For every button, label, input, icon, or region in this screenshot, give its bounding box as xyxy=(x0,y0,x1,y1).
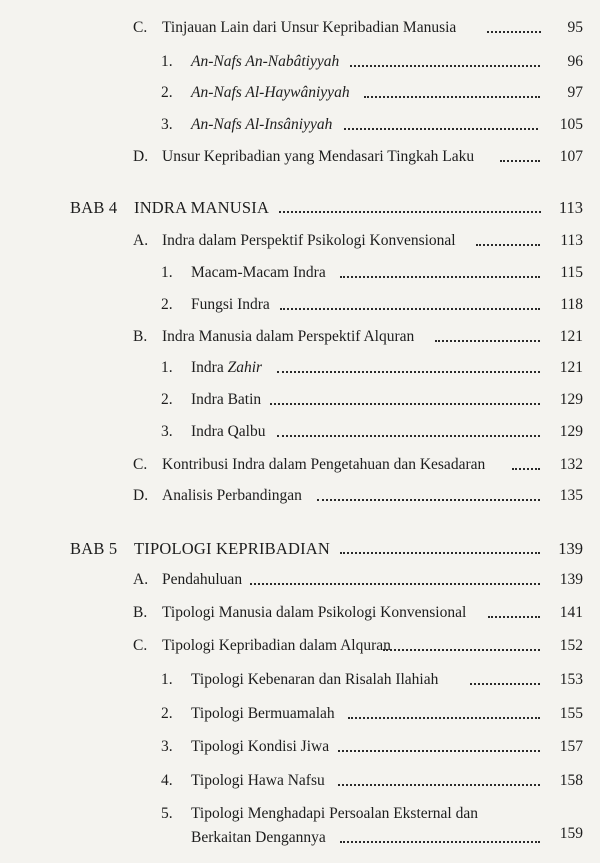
dot-leader xyxy=(277,435,540,437)
toc-entry-b-indra[interactable] xyxy=(0,325,600,349)
dot-leader xyxy=(338,784,540,786)
entry-number: 4. xyxy=(161,772,173,789)
dot-leader xyxy=(279,211,541,213)
entry-title: Tipologi Bermuamalah xyxy=(191,705,335,722)
entry-title: Tinjauan Lain dari Unsur Kepribadian Manusia xyxy=(162,19,457,36)
chapter-page: 113 xyxy=(558,198,583,217)
entry-page: 157 xyxy=(559,738,583,755)
entry-page: 135 xyxy=(559,487,583,504)
dot-leader xyxy=(340,841,540,843)
entry-title: Tipologi Kepribadian dalam Alquran xyxy=(162,637,391,654)
entry-page: 129 xyxy=(559,423,583,440)
toc-chapter-bab4[interactable] xyxy=(0,196,600,220)
entry-number: 2. xyxy=(161,84,173,101)
entry-page: 155 xyxy=(559,705,583,722)
entry-page: 95 xyxy=(567,19,583,36)
entry-title: An-Nafs An-Nabâtiyyah xyxy=(191,53,340,70)
toc-entry-a1[interactable] xyxy=(0,261,600,285)
entry-title: Kontribusi Indra dalam Pengetahuan dan Kesadaran xyxy=(162,456,486,473)
toc-entry-c-tinjauan[interactable] xyxy=(0,16,600,40)
entry-title: Tipologi Hawa Nafsu xyxy=(191,772,325,789)
toc-entry-t4[interactable] xyxy=(0,769,600,793)
dot-leader xyxy=(470,683,540,685)
entry-number: 2. xyxy=(161,391,173,408)
entry-title-prefix: Indra xyxy=(191,359,228,376)
entry-page: 118 xyxy=(560,296,583,313)
toc-entry-b1[interactable] xyxy=(0,356,600,380)
entry-title: Analisis Perbandingan xyxy=(162,487,302,504)
entry-number: 1. xyxy=(161,53,173,70)
entry-page: 152 xyxy=(559,637,583,654)
toc-entry-d-unsur[interactable] xyxy=(0,145,600,169)
entry-number: 2. xyxy=(161,705,173,722)
entry-page: 139 xyxy=(559,571,583,588)
entry-title: Indra dalam Perspektif Psikologi Konvensional xyxy=(162,232,456,249)
dot-leader xyxy=(280,308,540,310)
toc-entry-c-tipologi[interactable] xyxy=(0,634,600,658)
entry-number: A. xyxy=(133,232,149,249)
toc-entry-d-analisis[interactable] xyxy=(0,484,600,508)
entry-number: C. xyxy=(133,637,148,654)
dot-leader xyxy=(277,371,540,373)
dot-leader xyxy=(476,244,540,246)
entry-title: Tipologi Manusia dalam Psikologi Konvensional xyxy=(162,604,467,621)
entry-page: 96 xyxy=(567,53,583,70)
entry-title: Unsur Kepribadian yang Mendasari Tingkah Laku xyxy=(162,148,475,165)
toc-entry-t3[interactable] xyxy=(0,735,600,759)
entry-page: 141 xyxy=(559,604,583,621)
dot-leader xyxy=(500,160,540,162)
entry-number: 3. xyxy=(161,738,173,755)
toc-entry-b2[interactable] xyxy=(0,388,600,412)
entry-title: Macam-Macam Indra xyxy=(191,264,326,281)
dot-leader xyxy=(487,31,541,33)
dot-leader xyxy=(344,128,538,130)
entry-title: Indra Qalbu xyxy=(191,423,266,440)
entry-title-line2: Berkaitan Dengannya xyxy=(191,829,326,846)
dot-leader xyxy=(348,717,540,719)
entry-number: C. xyxy=(133,19,148,36)
entry-number: 3. xyxy=(161,116,173,133)
entry-number: 1. xyxy=(161,671,173,688)
entry-title-line1: Tipologi Menghadapi Persoalan Eksternal dan xyxy=(191,805,478,822)
chapter-title: TIPOLOGI KEPRIBADIAN xyxy=(134,539,331,558)
entry-title-italic: Zahir xyxy=(227,359,263,376)
entry-number: D. xyxy=(133,148,149,165)
entry-page: 115 xyxy=(560,264,583,281)
entry-title: Indra Batin xyxy=(191,391,262,408)
entry-page: 107 xyxy=(559,148,583,165)
dot-leader xyxy=(364,96,540,98)
entry-page: 153 xyxy=(559,671,583,688)
toc-entry-c3[interactable] xyxy=(0,113,600,137)
chapter-title: INDRA MANUSIA xyxy=(134,198,270,217)
entry-title: An-Nafs Al-Insâniyyah xyxy=(191,116,333,133)
entry-number: 1. xyxy=(161,359,173,376)
entry-title: Tipologi Kondisi Jiwa xyxy=(191,738,330,755)
entry-page: 132 xyxy=(559,456,583,473)
entry-page: 113 xyxy=(560,232,583,249)
toc-entry-c1[interactable] xyxy=(0,50,600,74)
entry-page: 121 xyxy=(559,328,583,345)
toc-entry-a-indra[interactable] xyxy=(0,229,600,253)
toc-entry-c2[interactable] xyxy=(0,81,600,105)
dot-leader xyxy=(250,583,540,585)
entry-title: Fungsi Indra xyxy=(191,296,270,313)
entry-title: Indra Manusia dalam Perspektif Alquran xyxy=(162,328,415,345)
entry-number: C. xyxy=(133,456,148,473)
entry-number: A. xyxy=(133,571,149,588)
toc-entry-t1[interactable] xyxy=(0,668,600,692)
dot-leader xyxy=(350,65,540,67)
entry-number: 1. xyxy=(161,264,173,281)
entry-number: B. xyxy=(133,328,148,345)
chapter-number: BAB 4 xyxy=(70,198,118,217)
toc-entry-a-pendahuluan[interactable] xyxy=(0,568,600,592)
entry-number: B. xyxy=(133,604,148,621)
toc-entry-a2[interactable] xyxy=(0,293,600,317)
entry-page: 158 xyxy=(559,772,583,789)
toc-entry-c-kontribusi[interactable] xyxy=(0,453,600,477)
entry-page: 121 xyxy=(559,359,583,376)
dot-leader xyxy=(338,750,540,752)
entry-number: 5. xyxy=(161,805,173,822)
dot-leader xyxy=(340,552,540,554)
entry-number: D. xyxy=(133,487,149,504)
entry-page: 159 xyxy=(559,825,583,842)
dot-leader xyxy=(435,340,540,342)
toc-entry-b-tipologi[interactable] xyxy=(0,601,600,625)
entry-number: 2. xyxy=(161,296,173,313)
dot-leader xyxy=(340,276,540,278)
entry-title: An-Nafs Al-Haywâniyyah xyxy=(191,84,350,101)
dot-leader xyxy=(383,649,540,651)
entry-page: 105 xyxy=(559,116,583,133)
chapter-page: 139 xyxy=(558,539,583,558)
dot-leader xyxy=(512,468,540,470)
entry-title: Tipologi Kebenaran dan Risalah Ilahiah xyxy=(191,671,439,688)
dot-leader xyxy=(317,499,540,501)
dot-leader xyxy=(270,403,540,405)
dot-leader xyxy=(488,616,540,618)
toc-chapter-bab5[interactable] xyxy=(0,537,600,561)
toc-entry-b3[interactable] xyxy=(0,420,600,444)
entry-page: 97 xyxy=(567,84,583,101)
chapter-number: BAB 5 xyxy=(70,539,118,558)
toc-entry-t2[interactable] xyxy=(0,702,600,726)
entry-number: 3. xyxy=(161,423,173,440)
toc-entry-t5[interactable] xyxy=(0,802,600,850)
entry-title: Pendahuluan xyxy=(162,571,243,588)
entry-page: 129 xyxy=(559,391,583,408)
